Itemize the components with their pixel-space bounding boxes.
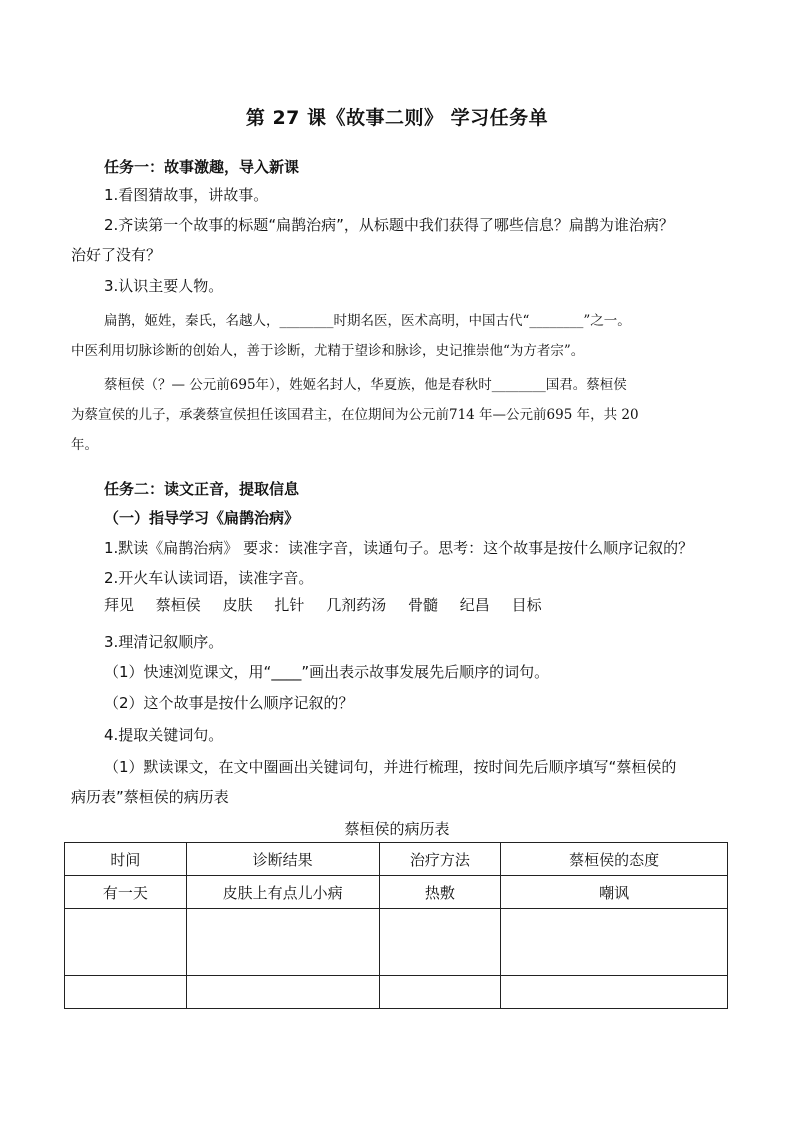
table-row	[65, 876, 728, 909]
table-cell[interactable]	[186, 976, 379, 1009]
table-cell: 嘲讽	[501, 876, 728, 909]
table-header-cell: 时间	[65, 843, 187, 876]
task1-item: 2.齐读第一个故事的标题“扁鹊治病”，从标题中我们获得了哪些信息？扁鹊为谁治病？	[104, 216, 674, 234]
table-caption: 蔡桓侯的病历表	[344, 820, 450, 838]
bianque-text: 扁鹊，姬姓，秦氏，名越人，________时期名医，医术高明，中国古代“________”之一。	[104, 313, 631, 329]
table-cell[interactable]	[501, 976, 728, 1009]
task1-item: 1.看图猜故事，讲故事。	[104, 186, 269, 204]
table-cell[interactable]	[186, 909, 379, 976]
caihuanhou-text: 为蔡宣侯的儿子，承袭蔡宣侯担任该国君主，在位期间为公元前714 年—公元前695 年，共 20	[71, 407, 639, 423]
caihuanhou-text: 蔡桓侯（？— 公元前695年），姓姬名封人，华夏族，他是春秋时________国君。蔡桓侯	[104, 377, 627, 393]
bianque-text: 中医利用切脉诊断的创始人，善于诊断，尤精于望诊和脉诊，史记推崇他“为方者宗”。	[71, 343, 585, 359]
vocab-word: 目标	[511, 596, 542, 614]
vocabulary-list	[104, 594, 559, 615]
task1-heading: 任务一：故事激趣，导入新课	[104, 158, 300, 176]
task1-item: 3.认识主要人物。	[104, 277, 224, 295]
page-title: 第 27 课《故事二则》 学习任务单	[245, 107, 549, 129]
table-cell[interactable]	[501, 909, 728, 976]
table-row	[65, 976, 728, 1009]
table-cell: 有一天	[65, 876, 187, 909]
table-row	[65, 909, 728, 976]
task2-item: 4.提取关键词句。	[104, 726, 224, 744]
task2-heading: 任务二：读文正音，提取信息	[104, 480, 300, 498]
vocab-word: 蔡桓侯	[155, 596, 201, 614]
task2-item: （1）快速浏览课文，用“____”画出表示故事发展先后顺序的词句。	[104, 663, 550, 681]
task2-item: 2.开火车认读词语，读准字音。	[104, 569, 314, 587]
table-cell[interactable]	[65, 909, 187, 976]
vocab-word: 扎针	[274, 596, 305, 614]
table-cell[interactable]	[379, 909, 501, 976]
task2-item: （2）这个故事是按什么顺序记叙的？	[104, 694, 354, 712]
task2-item: 病历表”蔡桓侯的病历表	[71, 788, 229, 806]
table-cell[interactable]	[379, 976, 501, 1009]
task2-item: 3.理清记叙顺序。	[104, 633, 224, 651]
task2-item: 1.默读《扁鹊治病》 要求：读准字音，读通句子。思考：这个故事是按什么顺序记叙的？	[104, 539, 694, 557]
table-cell: 热敷	[379, 876, 501, 909]
table-header-cell: 蔡桓侯的态度	[501, 843, 728, 876]
task2-item: （1）默读课文，在文中圈画出关键词句，并进行梳理，按时间先后顺序填写“蔡桓侯的	[104, 758, 677, 776]
vocab-word: 骨髓	[407, 596, 438, 614]
table-header-cell: 诊断结果	[186, 843, 379, 876]
table-cell: 皮肤上有点儿小病	[186, 876, 379, 909]
caihuanhou-text: 年。	[71, 437, 98, 453]
table-header-row	[65, 843, 728, 876]
vocab-word: 皮肤	[222, 596, 253, 614]
table-cell[interactable]	[65, 976, 187, 1009]
medical-record-table	[64, 842, 728, 1009]
task1-item: 治好了没有？	[71, 246, 162, 264]
vocab-word: 几剂药汤	[326, 596, 387, 614]
task2-subheading: （一）指导学习《扁鹊治病》	[104, 509, 300, 527]
vocab-word: 纪昌	[459, 596, 490, 614]
table-header-cell: 治疗方法	[379, 843, 501, 876]
vocab-word: 拜见	[104, 596, 135, 614]
